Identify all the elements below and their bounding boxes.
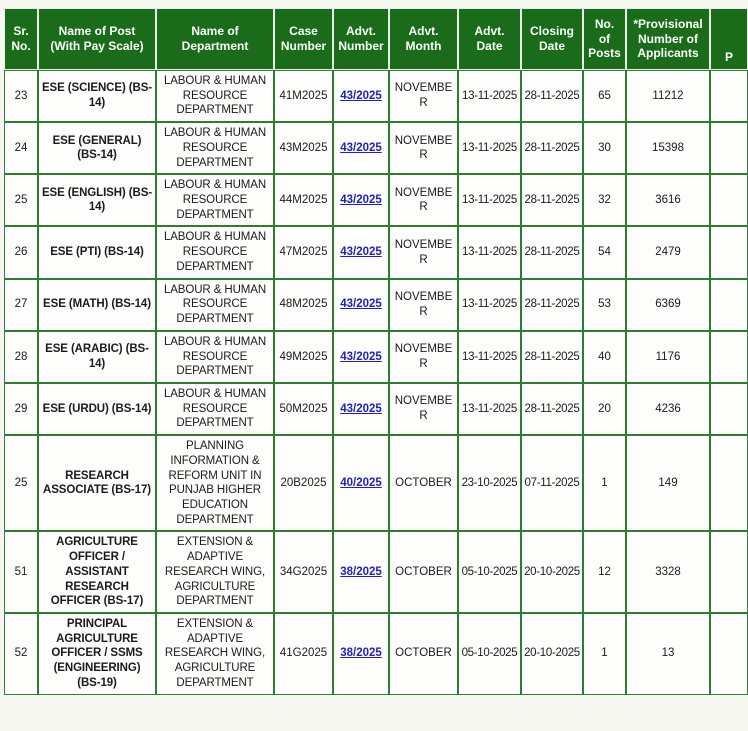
cell-case-number: 41G2025 xyxy=(274,613,333,695)
cell-department: LABOUR & HUMAN RESOURCE DEPARTMENT xyxy=(156,226,274,278)
cell-closing-date: 28-11-2025 xyxy=(521,174,583,226)
cell-sr-no: 28 xyxy=(4,331,38,383)
cell-closing-date: 28-11-2025 xyxy=(521,331,583,383)
cell-case-number: 49M2025 xyxy=(274,331,333,383)
cell-department: LABOUR & HUMAN RESOURCE DEPARTMENT xyxy=(156,174,274,226)
column-header-advt-month: Advt. Month xyxy=(389,8,458,70)
cell-advt-number[interactable] xyxy=(333,279,389,331)
advt-number-link[interactable]: 38/2025 xyxy=(340,647,382,660)
cell-post-name: ESE (MATH) (BS-14) xyxy=(38,279,156,331)
table-row xyxy=(4,122,748,174)
advt-number-link[interactable]: 43/2025 xyxy=(340,298,382,311)
cell-post-name: AGRICULTURE OFFICER / ASSISTANT RESEARCH OFFICER (BS-17) xyxy=(38,531,156,613)
table-row xyxy=(4,331,748,383)
cell-no-of-posts: 1 xyxy=(583,613,626,695)
cell-case-number: 34G2025 xyxy=(274,531,333,613)
cell-department: LABOUR & HUMAN RESOURCE DEPARTMENT xyxy=(156,279,274,331)
cell-sr-no: 51 xyxy=(4,531,38,613)
cell-post-name: ESE (PTI) (BS-14) xyxy=(38,226,156,278)
column-header-no-of-posts: No. of Posts xyxy=(583,8,626,70)
cell-post-name: RESEARCH ASSOCIATE (BS-17) xyxy=(38,435,156,531)
cell-post-name: ESE (URDU) (BS-14) xyxy=(38,383,156,435)
cell-advt-number[interactable] xyxy=(333,531,389,613)
cell-sr-no: 25 xyxy=(4,174,38,226)
cell-sr-no: 24 xyxy=(4,122,38,174)
table-row xyxy=(4,531,748,613)
cell-advt-number[interactable] xyxy=(333,122,389,174)
page-root xyxy=(0,8,733,731)
cell-case-number: 48M2025 xyxy=(274,279,333,331)
cell-sr-no: 23 xyxy=(4,70,38,122)
advt-number-link[interactable]: 38/2025 xyxy=(340,565,382,578)
jobs-table xyxy=(4,8,748,695)
column-header-sr-no: Sr. No. xyxy=(4,8,38,70)
cell-cutoff-partial xyxy=(710,122,748,174)
cell-closing-date: 28-11-2025 xyxy=(521,226,583,278)
cell-sr-no: 26 xyxy=(4,226,38,278)
table-row xyxy=(4,383,748,435)
cell-advt-number[interactable] xyxy=(333,331,389,383)
cell-post-name: PRINCIPAL AGRICULTURE OFFICER / SSMS (ENGINEERING) (BS-19) xyxy=(38,613,156,695)
cell-post-name: ESE (GENERAL) (BS-14) xyxy=(38,122,156,174)
cell-provisional-applicants: 1176 xyxy=(626,331,710,383)
column-header-closing-date: Closing Date xyxy=(521,8,583,70)
advt-number-link[interactable]: 40/2025 xyxy=(340,476,382,489)
cell-advt-month: NOVEMBER xyxy=(389,226,458,278)
table-header xyxy=(4,8,748,70)
cell-no-of-posts: 30 xyxy=(583,122,626,174)
cell-case-number: 41M2025 xyxy=(274,70,333,122)
table-body xyxy=(4,70,748,695)
cell-case-number: 50M2025 xyxy=(274,383,333,435)
table-row xyxy=(4,70,748,122)
cell-post-name: ESE (SCIENCE) (BS-14) xyxy=(38,70,156,122)
column-header-department: Name of Department xyxy=(156,8,274,70)
column-header-advt-date: Advt. Date xyxy=(458,8,521,70)
cell-cutoff-partial xyxy=(710,531,748,613)
cell-cutoff-partial xyxy=(710,435,748,531)
table-row xyxy=(4,279,748,331)
cell-sr-no: 29 xyxy=(4,383,38,435)
cell-advt-number[interactable] xyxy=(333,383,389,435)
cell-no-of-posts: 40 xyxy=(583,331,626,383)
cell-no-of-posts: 1 xyxy=(583,435,626,531)
cell-no-of-posts: 32 xyxy=(583,174,626,226)
cell-advt-month: NOVEMBER xyxy=(389,279,458,331)
cell-no-of-posts: 54 xyxy=(583,226,626,278)
cell-provisional-applicants: 3328 xyxy=(626,531,710,613)
cell-closing-date: 28-11-2025 xyxy=(521,70,583,122)
cell-advt-date: 23-10-2025 xyxy=(458,435,521,531)
cell-cutoff-partial xyxy=(710,613,748,695)
table-row xyxy=(4,174,748,226)
cell-closing-date: 28-11-2025 xyxy=(521,279,583,331)
cell-advt-month: NOVEMBER xyxy=(389,122,458,174)
cell-cutoff-partial xyxy=(710,279,748,331)
cell-advt-number[interactable] xyxy=(333,613,389,695)
table-row xyxy=(4,435,748,531)
cell-advt-date: 13-11-2025 xyxy=(458,383,521,435)
cell-provisional-applicants: 6369 xyxy=(626,279,710,331)
cell-cutoff-partial xyxy=(710,331,748,383)
cell-department: LABOUR & HUMAN RESOURCE DEPARTMENT xyxy=(156,331,274,383)
cell-provisional-applicants: 2479 xyxy=(626,226,710,278)
advt-number-link[interactable]: 43/2025 xyxy=(340,194,382,207)
cell-sr-no: 25 xyxy=(4,435,38,531)
advt-number-link[interactable]: 43/2025 xyxy=(340,89,382,102)
cell-advt-date: 13-11-2025 xyxy=(458,174,521,226)
cell-cutoff-partial xyxy=(710,174,748,226)
cell-post-name: ESE (ENGLISH) (BS-14) xyxy=(38,174,156,226)
cell-provisional-applicants: 11212 xyxy=(626,70,710,122)
cell-closing-date: 20-10-2025 xyxy=(521,531,583,613)
cell-advt-number[interactable] xyxy=(333,435,389,531)
column-header-advt-number: Advt. Number xyxy=(333,8,389,70)
cell-provisional-applicants: 13 xyxy=(626,613,710,695)
cell-no-of-posts: 20 xyxy=(583,383,626,435)
cell-case-number: 47M2025 xyxy=(274,226,333,278)
cell-advt-month: NOVEMBER xyxy=(389,383,458,435)
column-header-provisional-applicants: *Provisional Number of Applicants xyxy=(626,8,710,70)
cell-advt-date: 13-11-2025 xyxy=(458,122,521,174)
cell-case-number: 44M2025 xyxy=(274,174,333,226)
cell-advt-month: NOVEMBER xyxy=(389,70,458,122)
cell-advt-number[interactable] xyxy=(333,70,389,122)
cell-cutoff-partial xyxy=(710,70,748,122)
advt-number-link[interactable]: 43/2025 xyxy=(340,141,382,154)
cell-department: EXTENSION & ADAPTIVE RESEARCH WING, AGRICULTURE DEPARTMENT xyxy=(156,613,274,695)
cell-advt-number[interactable] xyxy=(333,226,389,278)
cell-advt-date: 13-11-2025 xyxy=(458,279,521,331)
column-header-post-name: Name of Post (With Pay Scale) xyxy=(38,8,156,70)
cell-advt-month: OCTOBER xyxy=(389,613,458,695)
cell-advt-month: OCTOBER xyxy=(389,531,458,613)
cell-advt-date: 13-11-2025 xyxy=(458,331,521,383)
cell-department: LABOUR & HUMAN RESOURCE DEPARTMENT xyxy=(156,70,274,122)
cell-post-name: ESE (ARABIC) (BS-14) xyxy=(38,331,156,383)
advt-number-link[interactable]: 43/2025 xyxy=(340,402,382,415)
cell-sr-no: 27 xyxy=(4,279,38,331)
advt-number-link[interactable]: 43/2025 xyxy=(340,350,382,363)
cell-closing-date: 28-11-2025 xyxy=(521,122,583,174)
cell-department: LABOUR & HUMAN RESOURCE DEPARTMENT xyxy=(156,122,274,174)
column-header-case-number: Case Number xyxy=(274,8,333,70)
cell-sr-no: 52 xyxy=(4,613,38,695)
cell-case-number: 43M2025 xyxy=(274,122,333,174)
cell-advt-month: NOVEMBER xyxy=(389,174,458,226)
cell-advt-month: NOVEMBER xyxy=(389,331,458,383)
cell-no-of-posts: 65 xyxy=(583,70,626,122)
cell-no-of-posts: 53 xyxy=(583,279,626,331)
table-row xyxy=(4,226,748,278)
cell-advt-date: 05-10-2025 xyxy=(458,613,521,695)
cell-provisional-applicants: 3616 xyxy=(626,174,710,226)
cell-advt-month: OCTOBER xyxy=(389,435,458,531)
column-header-cutoff-partial: P xyxy=(710,8,748,70)
cell-closing-date: 07-11-2025 xyxy=(521,435,583,531)
cell-case-number: 20B2025 xyxy=(274,435,333,531)
cell-provisional-applicants: 149 xyxy=(626,435,710,531)
cell-advt-date: 13-11-2025 xyxy=(458,70,521,122)
table-row xyxy=(4,613,748,695)
cell-closing-date: 28-11-2025 xyxy=(521,383,583,435)
cell-advt-date: 05-10-2025 xyxy=(458,531,521,613)
cell-advt-number[interactable] xyxy=(333,174,389,226)
advt-number-link[interactable]: 43/2025 xyxy=(340,246,382,259)
cell-department: PLANNING INFORMATION & REFORM UNIT IN PUNJAB HIGHER EDUCATION DEPARTMENT xyxy=(156,435,274,531)
header-row xyxy=(4,8,748,70)
cell-no-of-posts: 12 xyxy=(583,531,626,613)
cell-cutoff-partial xyxy=(710,383,748,435)
cell-advt-date: 13-11-2025 xyxy=(458,226,521,278)
cell-department: EXTENSION & ADAPTIVE RESEARCH WING, AGRICULTURE DEPARTMENT xyxy=(156,531,274,613)
cell-department: LABOUR & HUMAN RESOURCE DEPARTMENT xyxy=(156,383,274,435)
cell-provisional-applicants: 4236 xyxy=(626,383,710,435)
cell-closing-date: 20-10-2025 xyxy=(521,613,583,695)
cell-provisional-applicants: 15398 xyxy=(626,122,710,174)
cell-cutoff-partial xyxy=(710,226,748,278)
